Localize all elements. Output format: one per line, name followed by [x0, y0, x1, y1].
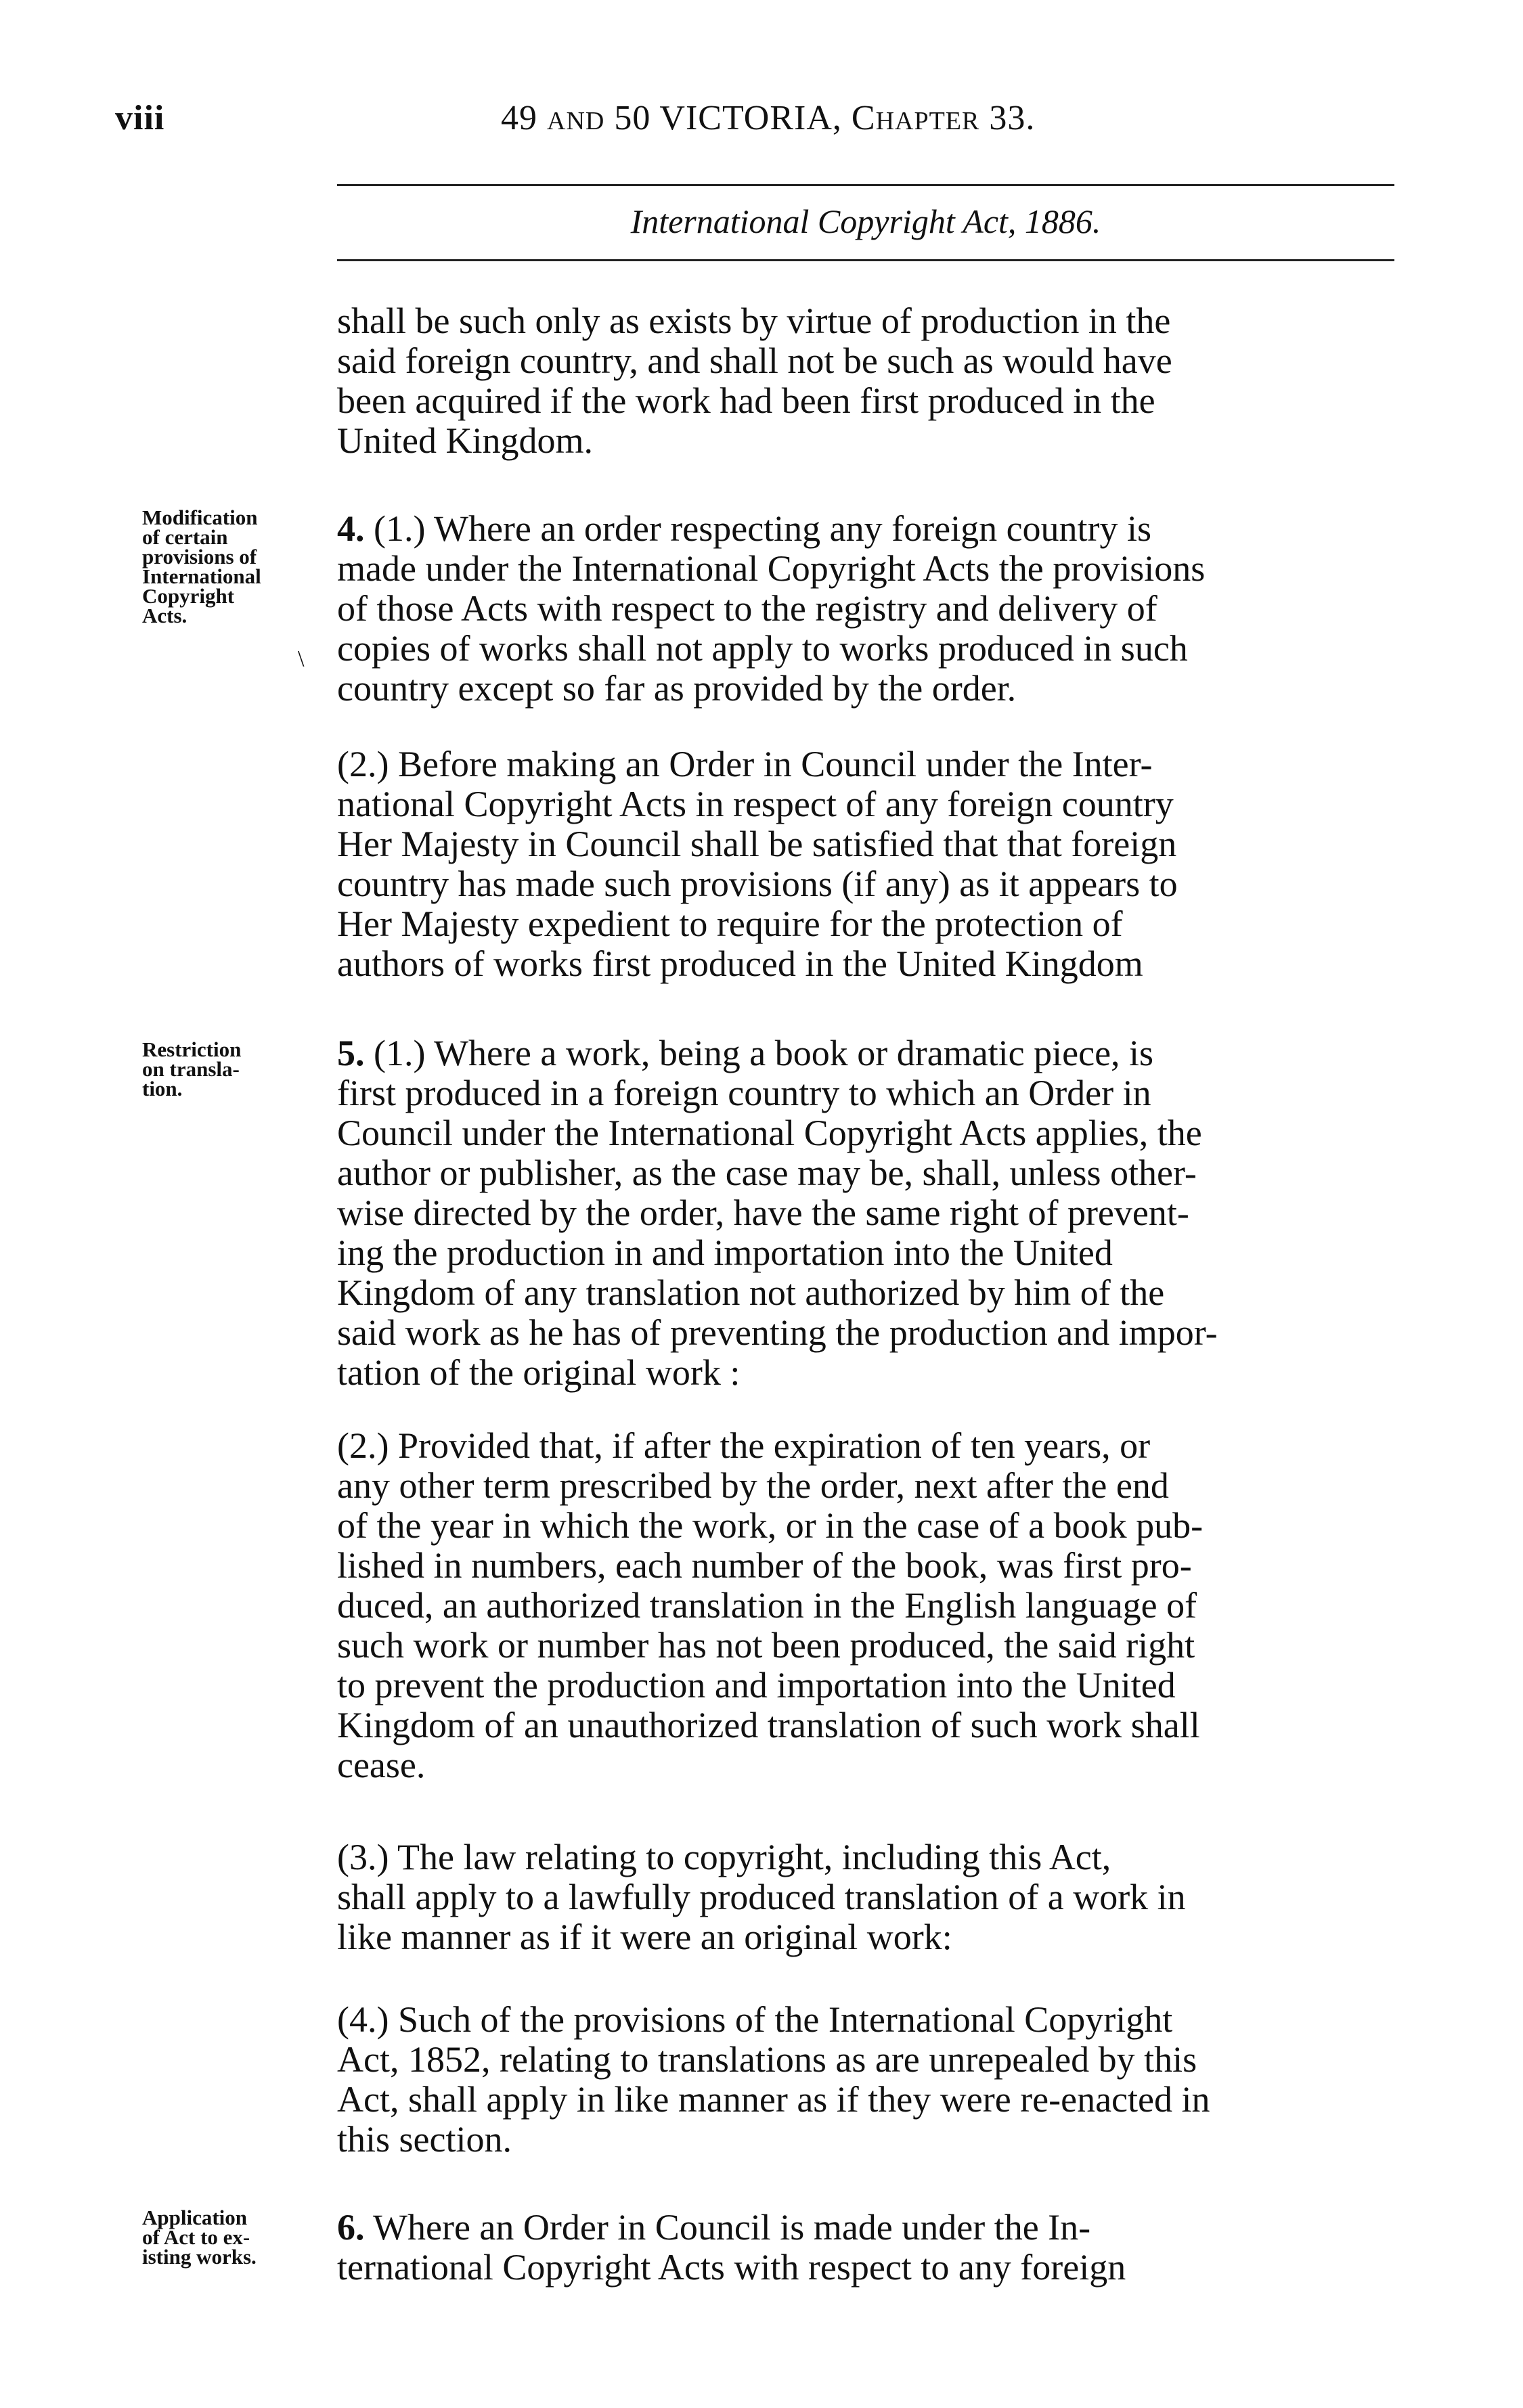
text-line: to prevent the production and importation into the United [337, 1665, 1176, 1705]
continuation-paragraph [337, 301, 1421, 461]
text-line: lished in numbers, each number of the book, was first pro- [337, 1545, 1192, 1586]
text-line: (2.) Before making an Order in Council under the Inter- [337, 744, 1153, 784]
section-number: 4. [337, 508, 365, 549]
text-line: (2.) Provided that, if after the expiration of ten years, or [337, 1425, 1151, 1466]
text-line: cease. [337, 1745, 426, 1785]
section-5-subsection-4 [337, 2000, 1421, 2160]
text-line: like manner as if it were an original work: [337, 1917, 952, 1957]
section-5-subsection-2 [337, 1426, 1421, 1785]
text-line: duced, an authorized translation in the English language of [337, 1585, 1197, 1626]
text-line: Her Majesty in Council shall be satisfied that that foreign [337, 824, 1177, 864]
text-line: author or publisher, as the case may be, shall, unless other- [337, 1153, 1197, 1193]
text-line: 4. (1.) Where an order respecting any foreign country is [337, 508, 1152, 549]
section-5-subsection-3 [337, 1837, 1421, 1957]
section-6 [337, 2208, 1421, 2288]
header-rule-bottom [337, 259, 1394, 261]
text-line: ternational Copyright Acts with respect to any foreign [337, 2247, 1126, 2288]
text-line: said foreign country, and shall not be such as would have [337, 340, 1172, 381]
margin-note-section-4: Modification of certain provisions of International Copyright Acts. [142, 506, 261, 627]
text-line: authors of works first produced in the United Kingdom [337, 943, 1143, 984]
text-line: (3.) The law relating to copyright, including this Act, [337, 1837, 1111, 1877]
chapter-heading: 49 AND 50 VICTORIA, CHAPTER 33. [501, 99, 1036, 137]
text-line: Kingdom of any translation not authorized by him of the [337, 1272, 1165, 1313]
text-line: (4.) Such of the provisions of the International Copyright [337, 1999, 1173, 2040]
text-line: 6. Where an Order in Council is made under the In- [337, 2207, 1091, 2248]
margin-note-section-5: Restriction on transla- tion. [142, 1038, 242, 1100]
text-line: ing the production in and importation into the United [337, 1232, 1113, 1273]
margin-note-section-6: Application of Act to ex- isting works. [142, 2206, 257, 2269]
act-short-title: International Copyright Act, 1886. [630, 202, 1101, 240]
section-4-subsection-2 [337, 744, 1421, 984]
text-line: Council under the International Copyright Acts applies, the [337, 1113, 1202, 1153]
text-line: been acquired if the work had been first produced in the [337, 380, 1155, 421]
page-number: viii [115, 99, 165, 137]
header-rule-top [337, 184, 1394, 186]
text-line: such work or number has not been produced, the said right [337, 1625, 1195, 1666]
text-line: tation of the original work : [337, 1352, 741, 1393]
margin-mark: \ [298, 646, 305, 671]
text-line: Act, 1852, relating to translations as are unrepealed by this [337, 2039, 1197, 2080]
section-number: 6. [337, 2207, 365, 2248]
text-line: shall be such only as exists by virtue of production in the [337, 300, 1171, 341]
text-line: of the year in which the work, or in the case of a book pub- [337, 1505, 1204, 1546]
text-line: shall apply to a lawfully produced translation of a work in [337, 1877, 1186, 1917]
text-line: copies of works shall not apply to works produced in such [337, 628, 1188, 669]
text-line: country except so far as provided by the order. [337, 668, 1017, 709]
text-line: Her Majesty expedient to require for the protection of [337, 904, 1123, 944]
section-5-subsection-1 [337, 1033, 1421, 1393]
text-line: United Kingdom. [337, 420, 593, 461]
text-line: said work as he has of preventing the production and impor- [337, 1312, 1218, 1353]
text-line: 5. (1.) Where a work, being a book or dramatic piece, is [337, 1033, 1154, 1073]
text-line: national Copyright Acts in respect of any foreign country [337, 784, 1174, 824]
text-line: wise directed by the order, have the same right of prevent- [337, 1192, 1189, 1233]
section-4-subsection-1 [337, 509, 1421, 709]
text-line: Act, shall apply in like manner as if they were re-enacted in [337, 2079, 1210, 2120]
text-line: any other term prescribed by the order, next after the end [337, 1465, 1169, 1506]
text-line: this section. [337, 2119, 512, 2160]
text-line: Kingdom of an unauthorized translation of such work shall [337, 1705, 1200, 1745]
text-line: of those Acts with respect to the registry and delivery of [337, 588, 1157, 629]
section-number: 5. [337, 1033, 365, 1073]
text-line: made under the International Copyright Acts the provisions [337, 548, 1206, 589]
text-line: country has made such provisions (if any) as it appears to [337, 864, 1178, 904]
text-line: first produced in a foreign country to which an Order in [337, 1073, 1151, 1113]
running-head [115, 98, 1408, 146]
